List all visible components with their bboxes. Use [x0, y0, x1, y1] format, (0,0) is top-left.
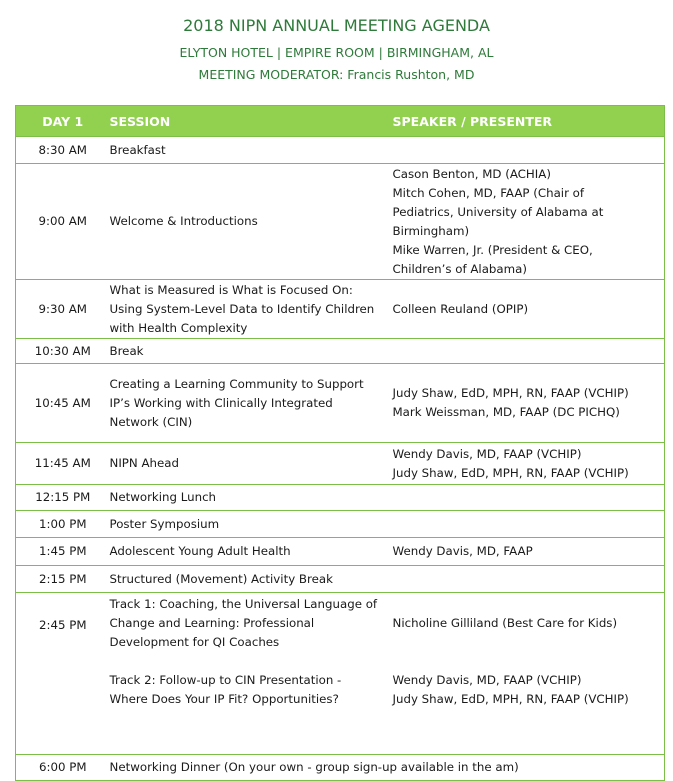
row-session — [110, 538, 393, 566]
speaker-line: Mike Warren, Jr. (President & CEO, — [392, 242, 593, 257]
row-time: 2:45 PM — [16, 593, 110, 755]
session-line: Break — [109, 343, 144, 358]
table-row — [16, 137, 665, 164]
col-header-session: SESSION — [110, 106, 393, 137]
col-header-day: DAY 1 — [16, 106, 110, 137]
session-line: Structured (Movement) Activity Break — [109, 571, 333, 586]
row-time: 9:30 AM — [16, 280, 110, 339]
row-speaker — [393, 137, 665, 164]
row-time: 8:30 AM — [16, 137, 110, 164]
session-line: Networking Dinner (On your own - group sign-up available in the am) — [109, 760, 519, 774]
location-line: ELYTON HOTEL | EMPIRE ROOM | BIRMINGHAM, AL — [179, 45, 494, 60]
row-speaker — [393, 443, 665, 485]
row-session — [110, 364, 393, 443]
table-row — [16, 485, 665, 511]
agenda-title: 2018 NIPN ANNUAL MEETING AGENDA — [183, 16, 490, 35]
speaker-line: Nicholine Gilliland (Best Care for Kids) — [392, 616, 618, 630]
session-line: Where Does Your IP Fit? Opportunities? — [109, 692, 339, 706]
speaker-line: Children’s of Alabama) — [392, 261, 527, 276]
table-row — [16, 339, 665, 364]
row-session — [110, 511, 393, 538]
row-session — [110, 443, 393, 485]
session-line: Using System-Level Data to Identify Children — [109, 301, 375, 316]
col-header-speaker: SPEAKER / PRESENTER — [393, 106, 665, 137]
row-session — [110, 755, 665, 781]
row-speaker — [393, 593, 665, 755]
table-row — [16, 280, 665, 339]
row-speaker — [393, 538, 665, 566]
session-line: Network (CIN) — [109, 414, 193, 429]
table-row — [16, 755, 665, 781]
table-row — [16, 593, 665, 755]
row-speaker — [393, 280, 665, 339]
row-time: 9:00 AM — [16, 164, 110, 280]
speaker-line: Judy Shaw, EdD, MPH, RN, FAAP (VCHIP) — [392, 465, 629, 480]
session-line: Track 2: Follow-up to CIN Presentation - — [109, 673, 342, 687]
session-line: Creating a Learning Community to Support — [109, 376, 364, 391]
speaker-line: Wendy Davis, MD, FAAP — [392, 544, 533, 558]
speaker-line: Judy Shaw, EdD, MPH, RN, FAAP (VCHIP) — [392, 692, 629, 706]
row-time: 10:30 AM — [16, 339, 110, 364]
speaker-line: Colleen Reuland (OPIP) — [392, 301, 529, 316]
session-line: Track 1: Coaching, the Universal Language of — [109, 597, 378, 611]
row-time: 6:00 PM — [16, 755, 110, 781]
table-row — [16, 364, 665, 443]
session-line: NIPN Ahead — [109, 456, 180, 470]
row-speaker — [393, 485, 665, 511]
session-line: with Health Complexity — [109, 320, 248, 335]
speaker-line: Mitch Cohen, MD, FAAP (Chair of — [392, 185, 585, 200]
speaker-line: Wendy Davis, MD, FAAP (VCHIP) — [392, 673, 582, 687]
session-line: Welcome & Introductions — [109, 214, 258, 228]
row-speaker — [393, 339, 665, 364]
table-row — [16, 511, 665, 538]
session-line: Poster Symposium — [109, 516, 220, 531]
row-time: 1:00 PM — [16, 511, 110, 538]
row-time: 12:15 PM — [16, 485, 110, 511]
row-speaker — [393, 364, 665, 443]
speaker-line: Mark Weissman, MD, FAAP (DC PICHQ) — [392, 405, 620, 419]
table-row — [16, 443, 665, 485]
session-line: Development for QI Coaches — [109, 635, 280, 649]
moderator-line: MEETING MODERATOR: Francis Rushton, MD — [198, 67, 475, 82]
speaker-line: Birmingham) — [392, 223, 470, 238]
session-line: Change and Learning: Professional — [109, 616, 315, 630]
session-line: Breakfast — [109, 142, 166, 157]
row-time: 10:45 AM — [16, 364, 110, 443]
row-session — [110, 137, 393, 164]
speaker-line: Cason Benton, MD (ACHIA) — [392, 166, 551, 181]
agenda-table — [15, 105, 665, 781]
table-row — [16, 538, 665, 566]
session-line: Adolescent Young Adult Health — [109, 544, 291, 558]
row-session — [110, 485, 393, 511]
row-session — [110, 566, 393, 593]
row-session — [110, 339, 393, 364]
row-speaker — [393, 566, 665, 593]
session-line: What is Measured is What is Focused On: — [109, 282, 353, 297]
table-header-row — [16, 106, 665, 137]
speaker-line: Judy Shaw, EdD, MPH, RN, FAAP (VCHIP) — [392, 386, 629, 400]
row-session — [110, 593, 393, 755]
row-session — [110, 164, 393, 280]
row-speaker — [393, 164, 665, 280]
session-line: IP’s Working with Clinically Integrated — [109, 395, 333, 410]
row-time: 11:45 AM — [16, 443, 110, 485]
table-row — [16, 566, 665, 593]
speaker-line: Pediatrics, University of Alabama at — [392, 204, 604, 219]
row-time: 1:45 PM — [16, 538, 110, 566]
table-row — [16, 164, 665, 280]
row-speaker — [393, 511, 665, 538]
row-time: 2:15 PM — [16, 566, 110, 593]
row-session — [110, 280, 393, 339]
session-line: Networking Lunch — [109, 490, 217, 504]
speaker-line: Wendy Davis, MD, FAAP (VCHIP) — [392, 446, 582, 461]
